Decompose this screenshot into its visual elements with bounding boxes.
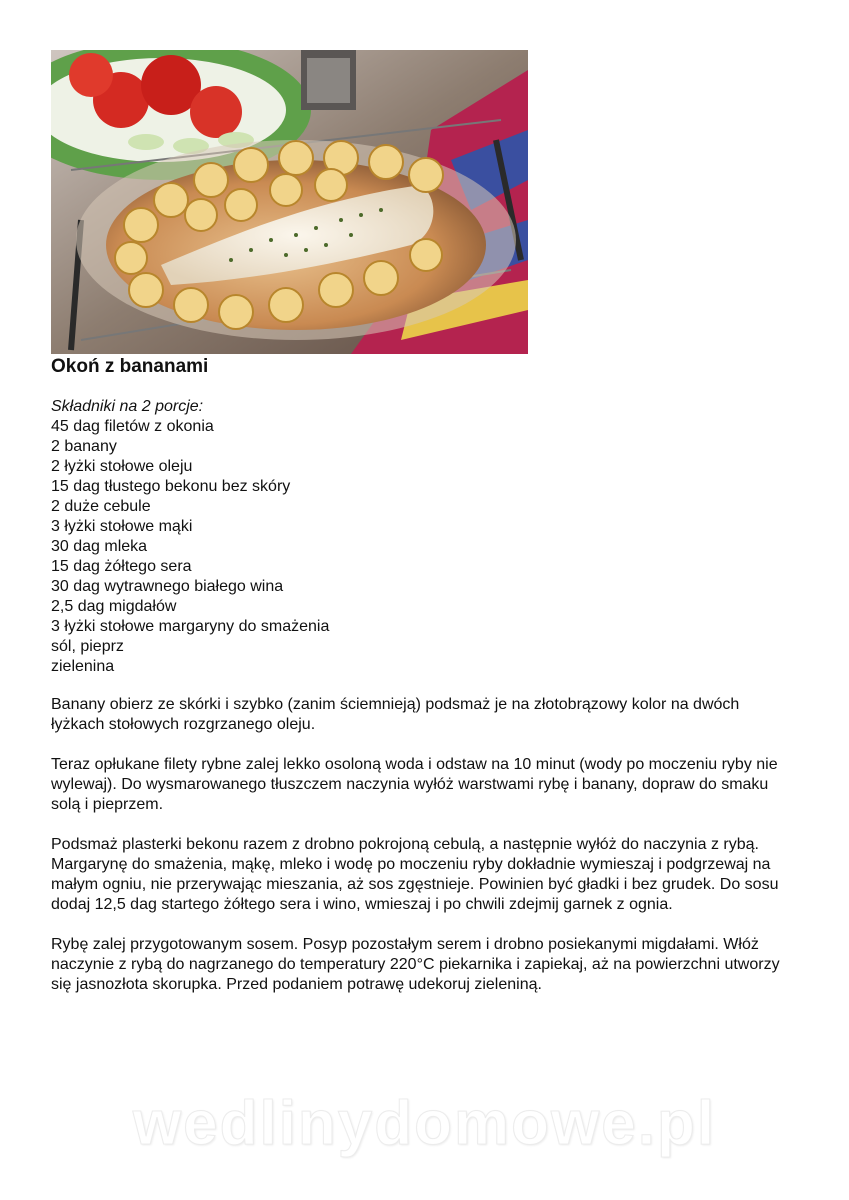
ingredient-item: 30 dag wytrawnego białego wina — [51, 578, 284, 595]
ingredient-item: 15 dag tłustego bekonu bez skóry — [51, 478, 291, 495]
site-watermark: wedlinydomowe.pl — [132, 1089, 717, 1158]
recipe-title: Okoń z bananami — [51, 356, 209, 377]
step-paragraph: Podsmaż plasterki bekonu razem z drobno pokrojoną cebulą, a następnie wyłóż do naczynia z rybą. Margarynę do smażenia, mąkę, mleko i wodę po moczeniu ryby dokładnie wymieszaj i podgrzewaj na małym ogniu, nie przerywając mieszania, aż sos zgęstnieje. Powinien być gładki i bez grudek. Do sosu dodaj 12,5 dag startego żółtego sera i wino, wmieszaj i po chwili zdejmij garnek z ognia. — [51, 836, 779, 913]
ingredients-list — [51, 417, 329, 677]
ingredient-item: 2,5 dag migdałów — [51, 598, 177, 615]
ingredient-item: 2 banany — [51, 438, 117, 455]
ingredient-item: 3 łyżki stołowe mąki — [51, 518, 193, 535]
ingredient-item: 2 duże cebule — [51, 498, 151, 515]
recipe-photo — [51, 50, 528, 354]
step-paragraph: Teraz opłukane filety rybne zalej lekko osoloną woda i odstaw na 10 minut (wody po moczeniu ryby nie wylewaj). Do wysmarowanego tłuszczem naczynia wyłóż warstwami rybę i banany, dopraw do smaku solą i pieprzem. — [51, 756, 778, 813]
step-paragraph: Rybę zalej przygotowanym sosem. Posyp pozostałym serem i drobno posiekanymi migdałami. Włóż naczynie z rybą do nagrzanego do temperatury 220°C piekarnika i zapiekaj, aż na powierzchni utworzy się jasnozłota skorupka. Przed podaniem potrawę udekoruj zieleniną. — [51, 936, 780, 993]
preparation-steps — [51, 695, 791, 1015]
ingredients-heading: Składniki na 2 porcje: — [51, 398, 204, 415]
baked-fish-with-bananas-image — [51, 50, 528, 354]
ingredient-item: 2 łyżki stołowe oleju — [51, 458, 193, 475]
ingredient-item: 30 dag mleka — [51, 538, 148, 555]
ingredient-item: 15 dag żółtego sera — [51, 558, 192, 575]
ingredient-item: 3 łyżki stołowe margaryny do smażenia — [51, 618, 330, 635]
ingredient-item: sól, pieprz — [51, 638, 124, 655]
ingredient-item: zielenina — [51, 658, 115, 675]
step-paragraph: Banany obierz ze skórki i szybko (zanim ściemnieją) podsmaż je na złotobrązowy kolor na dwóch łyżkach stołowych rozgrzanego oleju. — [51, 696, 740, 733]
ingredient-item: 45 dag filetów z okonia — [51, 418, 214, 435]
ingredients-section — [51, 397, 329, 677]
